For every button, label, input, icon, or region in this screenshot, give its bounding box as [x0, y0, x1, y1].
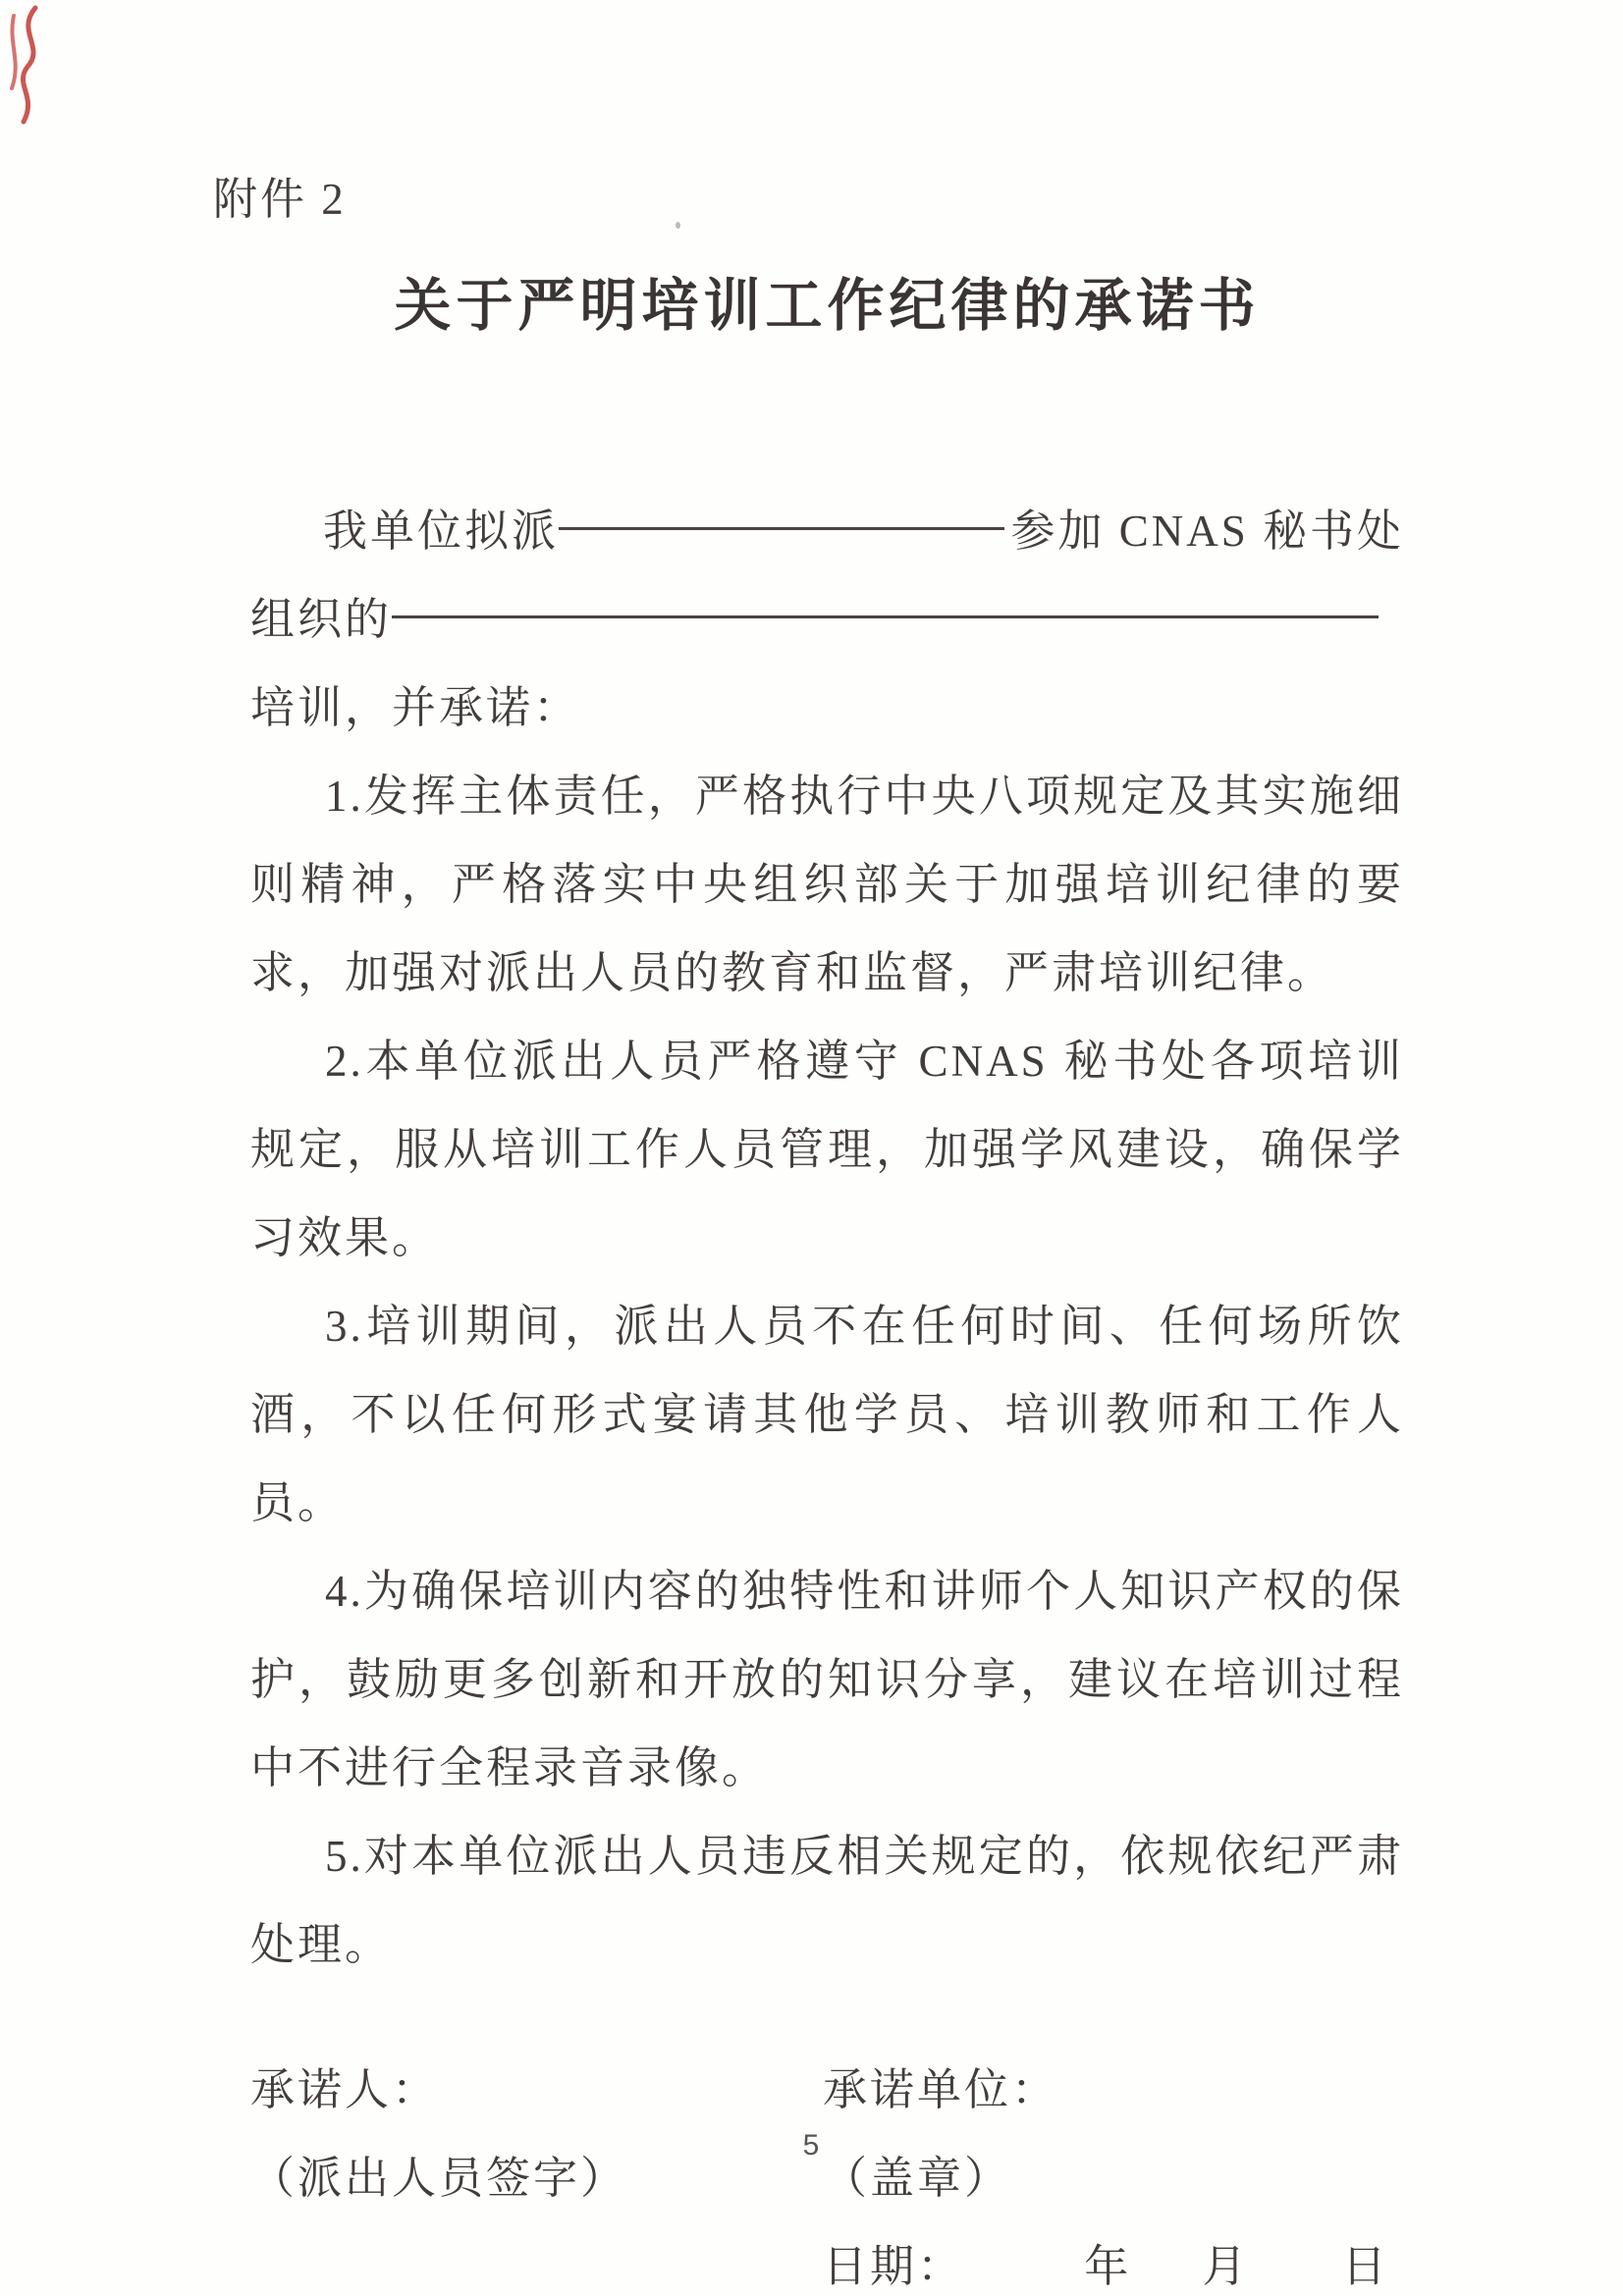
intro-line-2	[250, 575, 1404, 664]
promisor-sign-note: （派出人员签字）	[250, 2154, 628, 2203]
date-label: 日期：	[823, 2242, 965, 2291]
commitment-item-1: 1.发挥主体责任，严格执行中央八项规定及其实施细则精神，严格落实中央组织部关于加强培训纪律的要求，加强对派出人员的教育和监督，严肃培训纪律。	[250, 772, 1404, 997]
page-title: 关于严明培训工作纪律的承诺书	[394, 274, 1261, 338]
intro-line1-suffix: 参加 CNAS 秘书处	[1010, 507, 1404, 556]
date-month-label: 月	[1202, 2242, 1250, 2291]
date-day-label: 日	[1341, 2242, 1389, 2291]
commitment-item-5: 5.对本单位派出人员违反相关规定的，依规依纪严肃处理。	[250, 1832, 1404, 1969]
commitment-item-3: 3.培训期间，派出人员不在任何时间、任何场所饮酒，不以任何形式宴请其他学员、培训教师和工作人员。	[250, 1302, 1404, 1527]
promisor-column	[250, 2046, 823, 2296]
page-number: 5	[802, 2129, 821, 2162]
promisor-label: 承诺人：	[250, 2065, 440, 2114]
commitment-item-4: 4.为确保培训内容的独特性和讲师个人知识产权的保护，鼓励更多创新和开放的知识分享，建议在培训过程中不进行全程录音录像。	[250, 1567, 1404, 1792]
commitment-item-2: 2.本单位派出人员严格遵守 CNAS 秘书处各项培训规定，服从培训工作人员管理，加强学风建设，确保学习效果。	[250, 1037, 1404, 1262]
unit-column	[823, 2046, 1404, 2296]
intro-line-3: 培训，并承诺：	[250, 683, 581, 732]
signature-block	[250, 2046, 1404, 2296]
intro-paragraph	[250, 487, 1404, 752]
date-line	[823, 2222, 1404, 2296]
unit-seal-note: （盖章）	[823, 2154, 1012, 2203]
attachment-label: 附件 2	[213, 175, 347, 224]
unit-label: 承诺单位：	[823, 2065, 1059, 2114]
intro-line-1	[250, 487, 1404, 575]
intro-line2-prefix: 组织的	[250, 595, 393, 644]
red-pen-mark-icon	[6, 4, 51, 130]
intro-line1-prefix: 我单位拟派	[323, 507, 560, 556]
scan-speck	[676, 222, 680, 229]
date-year-label: 年	[1084, 2242, 1132, 2291]
